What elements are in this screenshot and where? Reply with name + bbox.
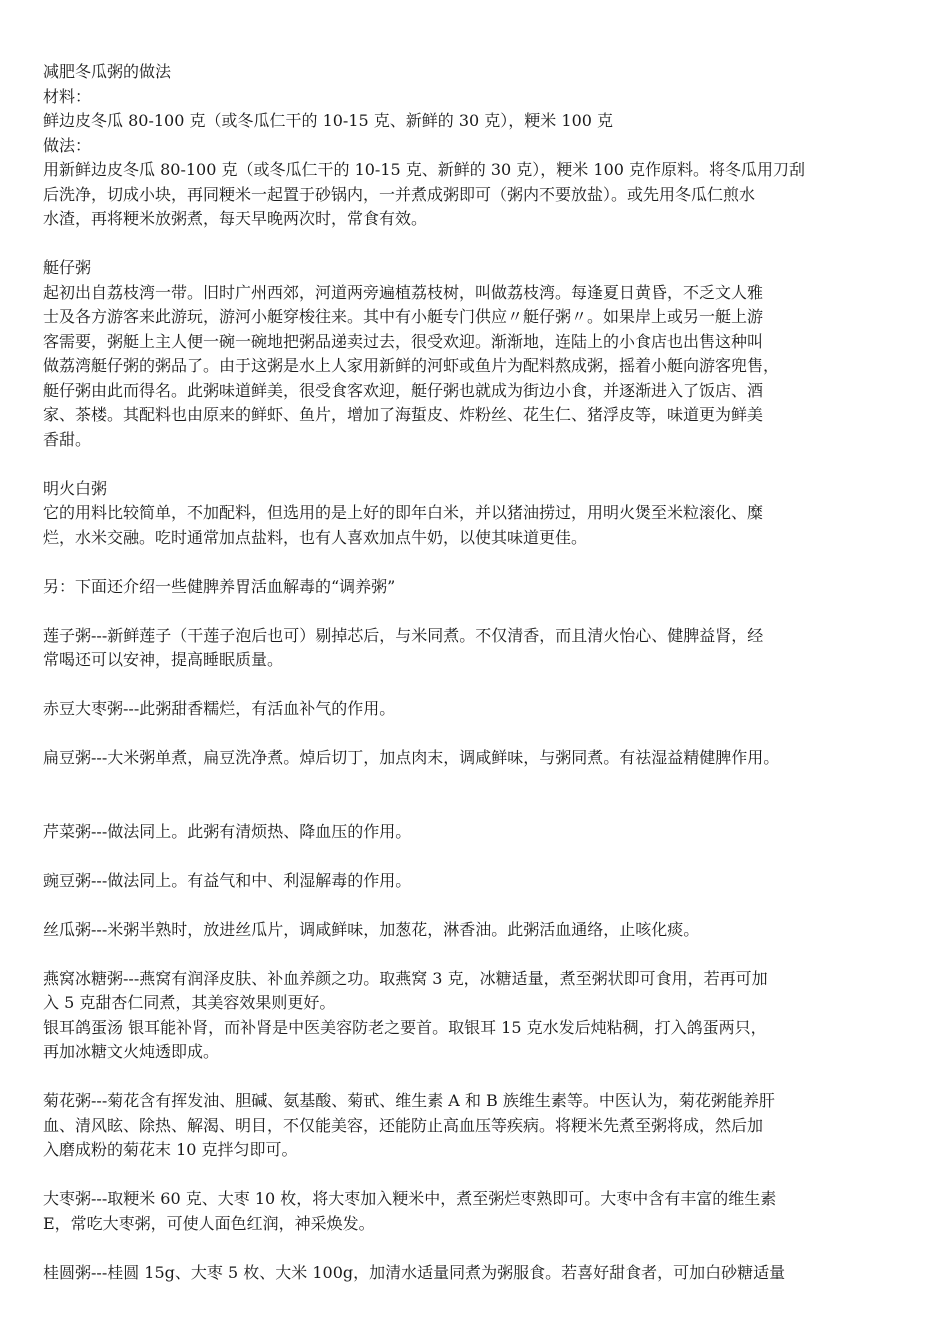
blank-line: [43, 795, 913, 820]
text-line: 再加冰糖文火炖透即成。: [43, 1042, 220, 1061]
blank-line: [43, 942, 913, 967]
text-line: 起初出自荔枝湾一带。旧时广州西郊，河道两旁遍植荔枝树，叫做荔枝湾。每逢夏日黄昏，不乏文人雅: [43, 282, 764, 302]
text-line: 豌豆粥---做法同上。有益气和中、利湿解毒的作用。: [43, 870, 412, 890]
text-line: 鲜边皮冬瓜 80-100 克（或冬瓜仁干的 10-15 克、新鲜的 30 克），粳米 100 克: [43, 111, 614, 130]
text-line: 家、茶楼。其配料也由原来的鲜虾、鱼片，增加了海蜇皮、炸粉丝、花生仁、猪浮皮等，味道更为鲜美: [43, 405, 764, 424]
text-line: 士及各方游客来此游玩，游河小艇穿梭往来。其中有小艇专门供应〃艇仔粥〃。如果岸上或另一艇上游: [43, 307, 764, 326]
blank-line: [43, 722, 913, 747]
blank-line: [43, 232, 913, 257]
text-line: 艇仔粥由此而得名。此粥味道鲜美，很受食客欢迎，艇仔粥也就成为街边小食，并逐渐进入了饭店、酒: [43, 380, 764, 400]
blank-line: [43, 550, 913, 575]
text-line: 客需要，粥艇上主人便一碗一碗地把粥品递卖过去，很受欢迎。渐渐地，连陆上的小食店也出售这种叫: [43, 331, 764, 351]
blank-line: [43, 599, 913, 624]
blank-line: [43, 452, 913, 477]
blank-line: [43, 771, 913, 796]
blank-line: [43, 1163, 913, 1188]
text-line: 芹菜粥---做法同上。此粥有清烦热、降血压的作用。: [43, 821, 412, 841]
blank-line: [43, 1065, 913, 1090]
text-line: 用新鲜边皮冬瓜 80-100 克（或冬瓜仁干的 10-15 克、新鲜的 30 克），粳米 100 克作原料。将冬瓜用刀刮: [43, 160, 806, 179]
text-line: 扁豆粥---大米粥单煮，扁豆洗净煮。焯后切丁，加点肉末，调咸鲜味，与粥同煮。有祛湿益精健脾作用。: [43, 748, 780, 767]
text-line: 做法：: [43, 135, 92, 155]
text-line: 银耳鸽蛋汤 银耳能补肾，而补肾是中医美容防老之要首。取银耳 15 克水发后炖粘稠，打入鸽蛋两只，: [43, 1017, 767, 1037]
text-line: 后洗净，切成小块，再同粳米一起置于砂锅内，一并煮成粥即可（粥内不要放盐）。或先用冬瓜仁煎水: [43, 184, 756, 204]
text-line: 材料：: [43, 86, 92, 106]
text-line: 香甜。: [43, 429, 92, 449]
text-line: 水渣，再将粳米放粥煮，每天早晚两次时，常食有效。: [43, 209, 428, 228]
text-line: 减肥冬瓜粥的做法: [43, 62, 172, 81]
blank-line: [43, 893, 913, 918]
text-line: 明火白粥: [43, 478, 108, 498]
text-line: 血、清风眩、除热、解渴、明目，不仅能美容，还能防止高血压等疾病。将粳米先煮至粥将成，然后加: [43, 1115, 764, 1135]
text-line: 做荔湾艇仔粥的粥品了。由于这粥是水上人家用新鲜的河虾或鱼片为配料熬成粥，摇着小艇向游客兜售，: [43, 356, 780, 375]
text-line: 另：下面还介绍一些健脾养胃活血解毒的“调养粥”: [43, 576, 396, 596]
text-line: 常喝还可以安神，提高睡眠质量。: [43, 650, 284, 669]
blank-line: [43, 673, 913, 698]
text-line: 桂圆粥---桂圆 15g、大枣 5 枚、大米 100g，加清水适量同煮为粥服食。若喜好甜食者，可加白砂糖适量: [43, 1262, 786, 1282]
text-line: 丝瓜粥---米粥半熟时，放进丝瓜片，调咸鲜味，加葱花，淋香油。此粥活血通络，止咳化痰。: [43, 919, 700, 939]
text-line: E，常吃大枣粥，可使人面色红润，神采焕发。: [43, 1213, 375, 1233]
text-line: 入 5 克甜杏仁同煮，其美容效果则更好。: [43, 993, 336, 1012]
text-line: 赤豆大枣粥---此粥甜香糯烂，有活血补气的作用。: [43, 699, 396, 718]
text-line: 它的用料比较简单，不加配料，但选用的是上好的即年白米，并以猪油捞过，用明火煲至米粒滚化、糜: [43, 503, 764, 522]
text-line: 菊花粥---菊花含有挥发油、胆碱、氨基酸、菊甙、维生素 A 和 B 族维生素等。中医认为，菊花粥能养肝: [43, 1091, 775, 1110]
text-line: 大枣粥---取粳米 60 克、大枣 10 枚，将大枣加入粳米中，煮至粥烂枣熟即可。大枣中含有丰富的维生素: [43, 1189, 777, 1208]
text-line: 燕窝冰糖粥---燕窝有润泽皮肤、补血养颜之功。取燕窝 3 克，冰糖适量，煮至粥状即可食用，若再可加: [43, 968, 768, 988]
text-line: 艇仔粥: [43, 258, 92, 277]
blank-line: [43, 844, 913, 869]
text-line: 入磨成粉的菊花末 10 克拌匀即可。: [43, 1140, 298, 1159]
text-line: 烂，水米交融。吃时通常加点盐料，也有人喜欢加点牛奶，以使其味道更佳。: [43, 527, 588, 547]
document-body: [43, 60, 913, 1285]
text-line: 莲子粥---新鲜莲子（干莲子泡后也可）剔掉芯后，与米同煮。不仅清香，而且清火怡心、健脾益肾，经: [43, 625, 764, 645]
blank-line: [43, 1236, 913, 1261]
